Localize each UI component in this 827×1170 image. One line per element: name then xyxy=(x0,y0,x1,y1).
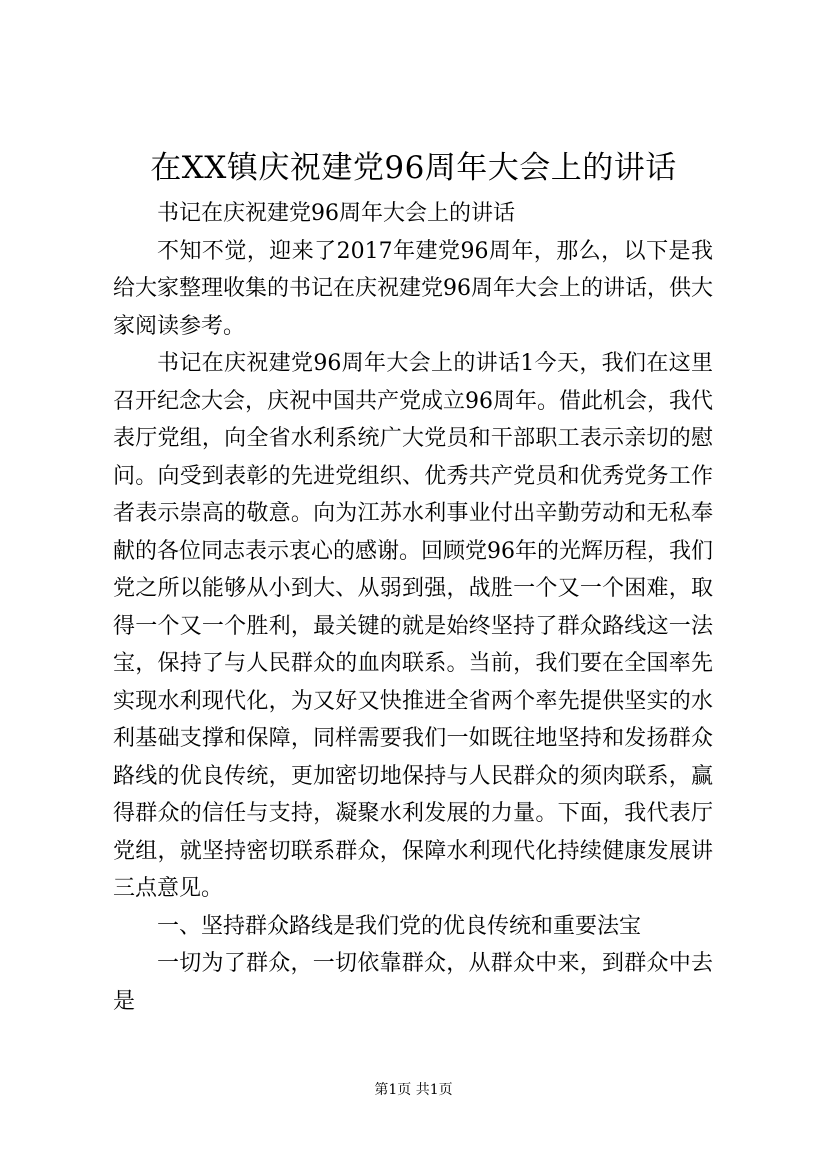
intro-paragraph: 不知不觉，迎来了2017年建党96周年，那么，以下是我给大家整理收集的书记在庆祝建党96周年大会上的讲话，供大家阅读参考。 xyxy=(113,238,713,339)
section-heading: 一、坚持群众路线是我们党的优良传统和重要法宝 xyxy=(157,913,642,939)
page-footer: 第1页 共1页 xyxy=(374,1082,453,1098)
document-body xyxy=(113,195,713,1020)
document-title: 在XX镇庆祝建党96周年大会上的讲话 xyxy=(150,150,677,186)
subtitle-paragraph: 书记在庆祝建党96周年大会上的讲话 xyxy=(157,201,515,226)
speech-paragraph: 书记在庆祝建党96周年大会上的讲话1今天，我们在这里召开纪念大会，庆祝中国共产党成立96周年。借此机会，我代表厅党组，向全省水利系统广大党员和干部职工表示亲切的慰问。向受到表彰的先进党组织、优秀共产党员和优秀党务工作者表示崇高的敬意。向为江苏水利事业付出辛勤劳动和无私奉献的各位同志表示衷心的感谢。回顾党96年的光辉历程，我们党之所以能够从小到大、从弱到强，战胜一个又一个困难，取得一个又一个胜利，最关键的就是始终坚持了群众路线这一法宝，保持了与人民群众的血肉联系。当前，我们要在全国率先实现水利现代化，为又好又快推进全省两个率先提供坚实的水利基础支撑和保障，同样需要我们一如既往地坚持和发扬群众路线的优良传统，更加密切地保持与人民群众的须肉联系，赢得群众的信任与支持，凝聚水利发展的力量。下面，我代表厅党组，就坚持密切联系群众，保障水利现代化持续健康发展讲三点意见。 xyxy=(113,351,713,901)
section-paragraph: 一切为了群众，一切依靠群众，从群众中来，到群众中去是 xyxy=(113,951,713,1014)
